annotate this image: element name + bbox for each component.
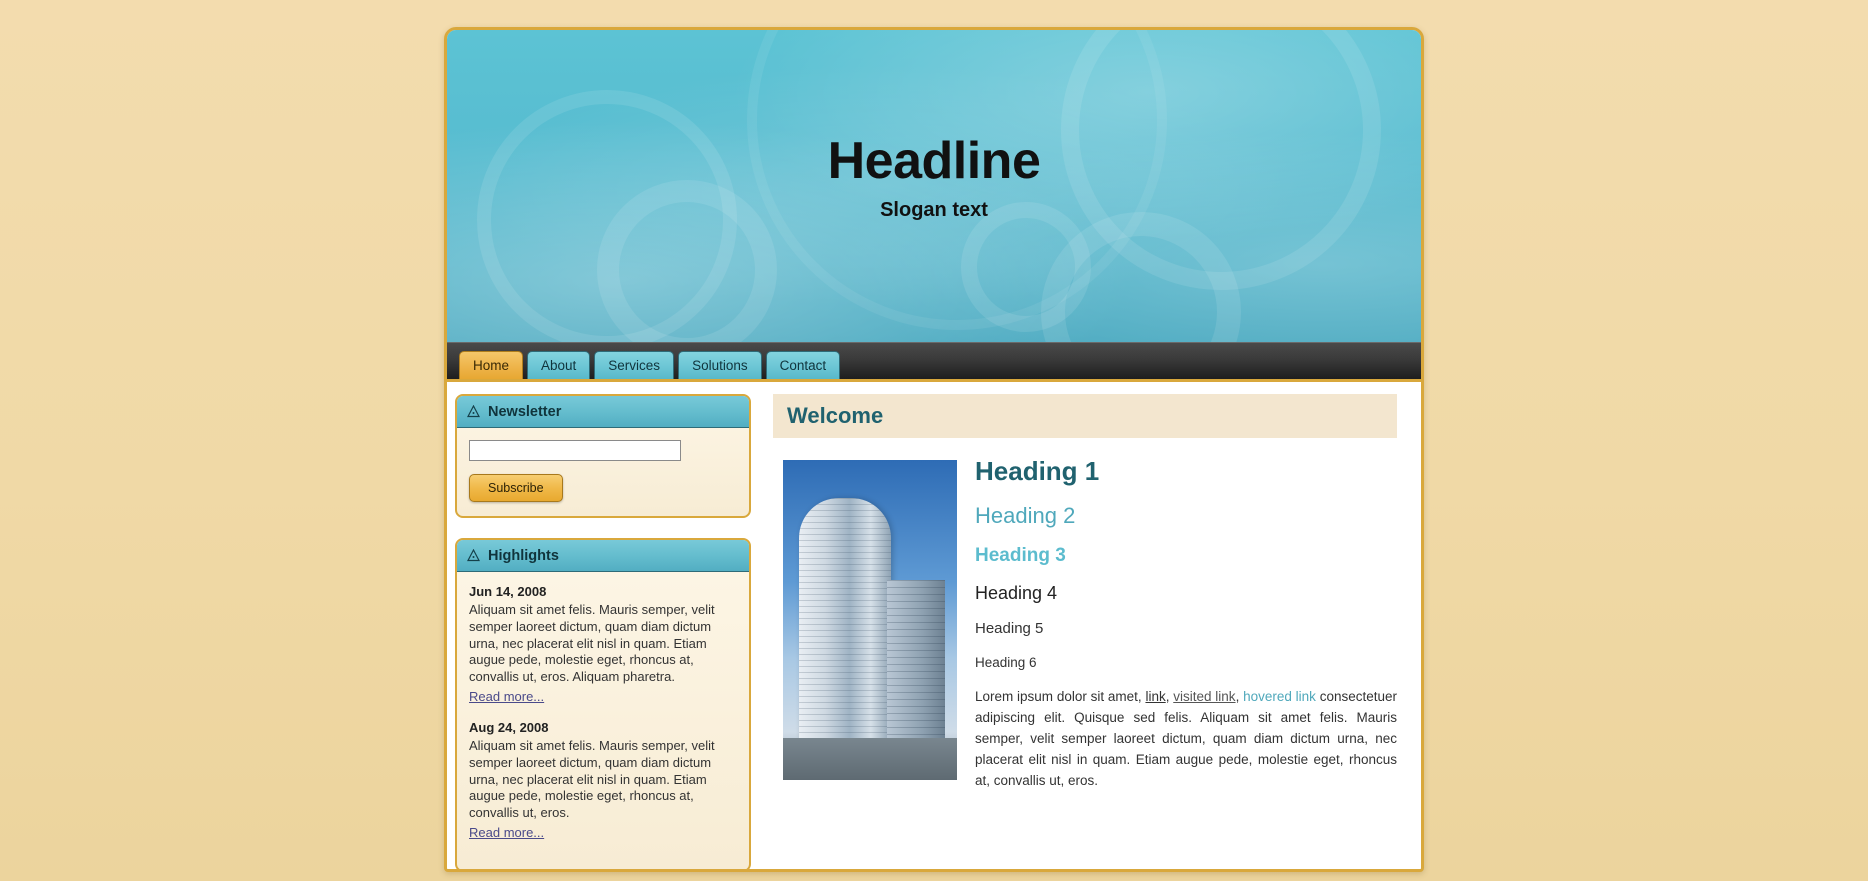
welcome-bar [773,394,1397,438]
ground-shape [783,738,957,780]
newsletter-body [457,428,749,516]
welcome-title: Welcome [787,403,884,428]
building-photo [783,460,957,780]
page-slogan: Slogan text [880,198,988,221]
heading-3: Heading 3 [975,545,1066,566]
nav-item-solutions[interactable]: Solutions [678,351,762,379]
heading-4: Heading 4 [975,583,1058,603]
newsletter-title: Newsletter [488,403,562,420]
main-navigation [447,342,1421,382]
header-banner [447,30,1421,342]
highlight-date: Jun 14, 2008 [469,584,547,599]
bullet-icon [467,549,480,562]
highlight-text: Aliquam sit amet felis. Mauris semper, velit semper laoreet dictum, quam diam dictum urna, nec placerat elit nisl in quam. Etiam augue pede, molestie eget, rhoncus at, convallis ut, eros. Aliquam pharetra. [469,602,715,685]
article [773,456,1397,791]
list-item [469,584,737,706]
highlights-title: Highlights [488,547,559,564]
highlight-date: Aug 24, 2008 [469,719,549,735]
bullet-icon [467,405,480,418]
banner-text-block [447,134,1421,222]
subscribe-button[interactable]: Subscribe [469,474,563,502]
newsletter-email-input[interactable] [469,440,681,461]
paragraph-post-text: consectetuer adipiscing elit. Quisque sed felis. Aliquam sit amet felis. Mauris semper, velit semper laoreet dictum, quam diam dictum urna, nec placerat elit nisl in quam. Etiam augue pede, molestie eget, rhoncus at, convallis ut, eros. [975,689,1397,788]
newsletter-box [455,394,751,518]
nav-item-about[interactable]: About [527,351,590,379]
paragraph-pre-text: Lorem ipsum dolor sit amet, [975,689,1146,704]
heading-1: Heading 1 [975,456,1100,486]
main-column [751,394,1411,872]
paragraph-sep-2: , [1235,689,1244,704]
page-content [447,382,1421,872]
inline-visited-link[interactable]: visited link [1173,689,1236,704]
nav-item-home[interactable]: Home [459,351,523,379]
highlights-body [457,572,749,870]
newsletter-header [457,396,749,428]
highlights-header [457,540,749,572]
read-more-link[interactable]: Read more... [469,688,545,704]
nav-item-contact[interactable]: Contact [766,351,841,379]
read-more-link[interactable]: Read more... [469,824,545,840]
nav-item-services[interactable]: Services [594,351,674,379]
page-wrapper [444,0,1424,872]
highlight-text: Aliquam sit amet felis. Mauris semper, velit semper laoreet dictum, quam diam dictum urna, nec placerat elit nisl in quam. Etiam augue pede, molestie eget, rhoncus at, convallis ut, eros. [469,737,715,821]
page-title: Headline [827,132,1041,190]
list-item [469,720,737,842]
sidebar [455,394,751,872]
paragraph-sep-1: , [1165,689,1174,704]
heading-2: Heading 2 [975,503,1076,528]
highlights-box [455,538,751,872]
inline-link[interactable]: link [1145,689,1166,704]
heading-6: Heading 6 [975,655,1037,670]
decorative-swirl-icon [1041,212,1241,342]
site-shell [444,27,1424,872]
heading-5: Heading 5 [975,620,1044,637]
inline-hovered-link[interactable]: hovered link [1243,689,1316,704]
